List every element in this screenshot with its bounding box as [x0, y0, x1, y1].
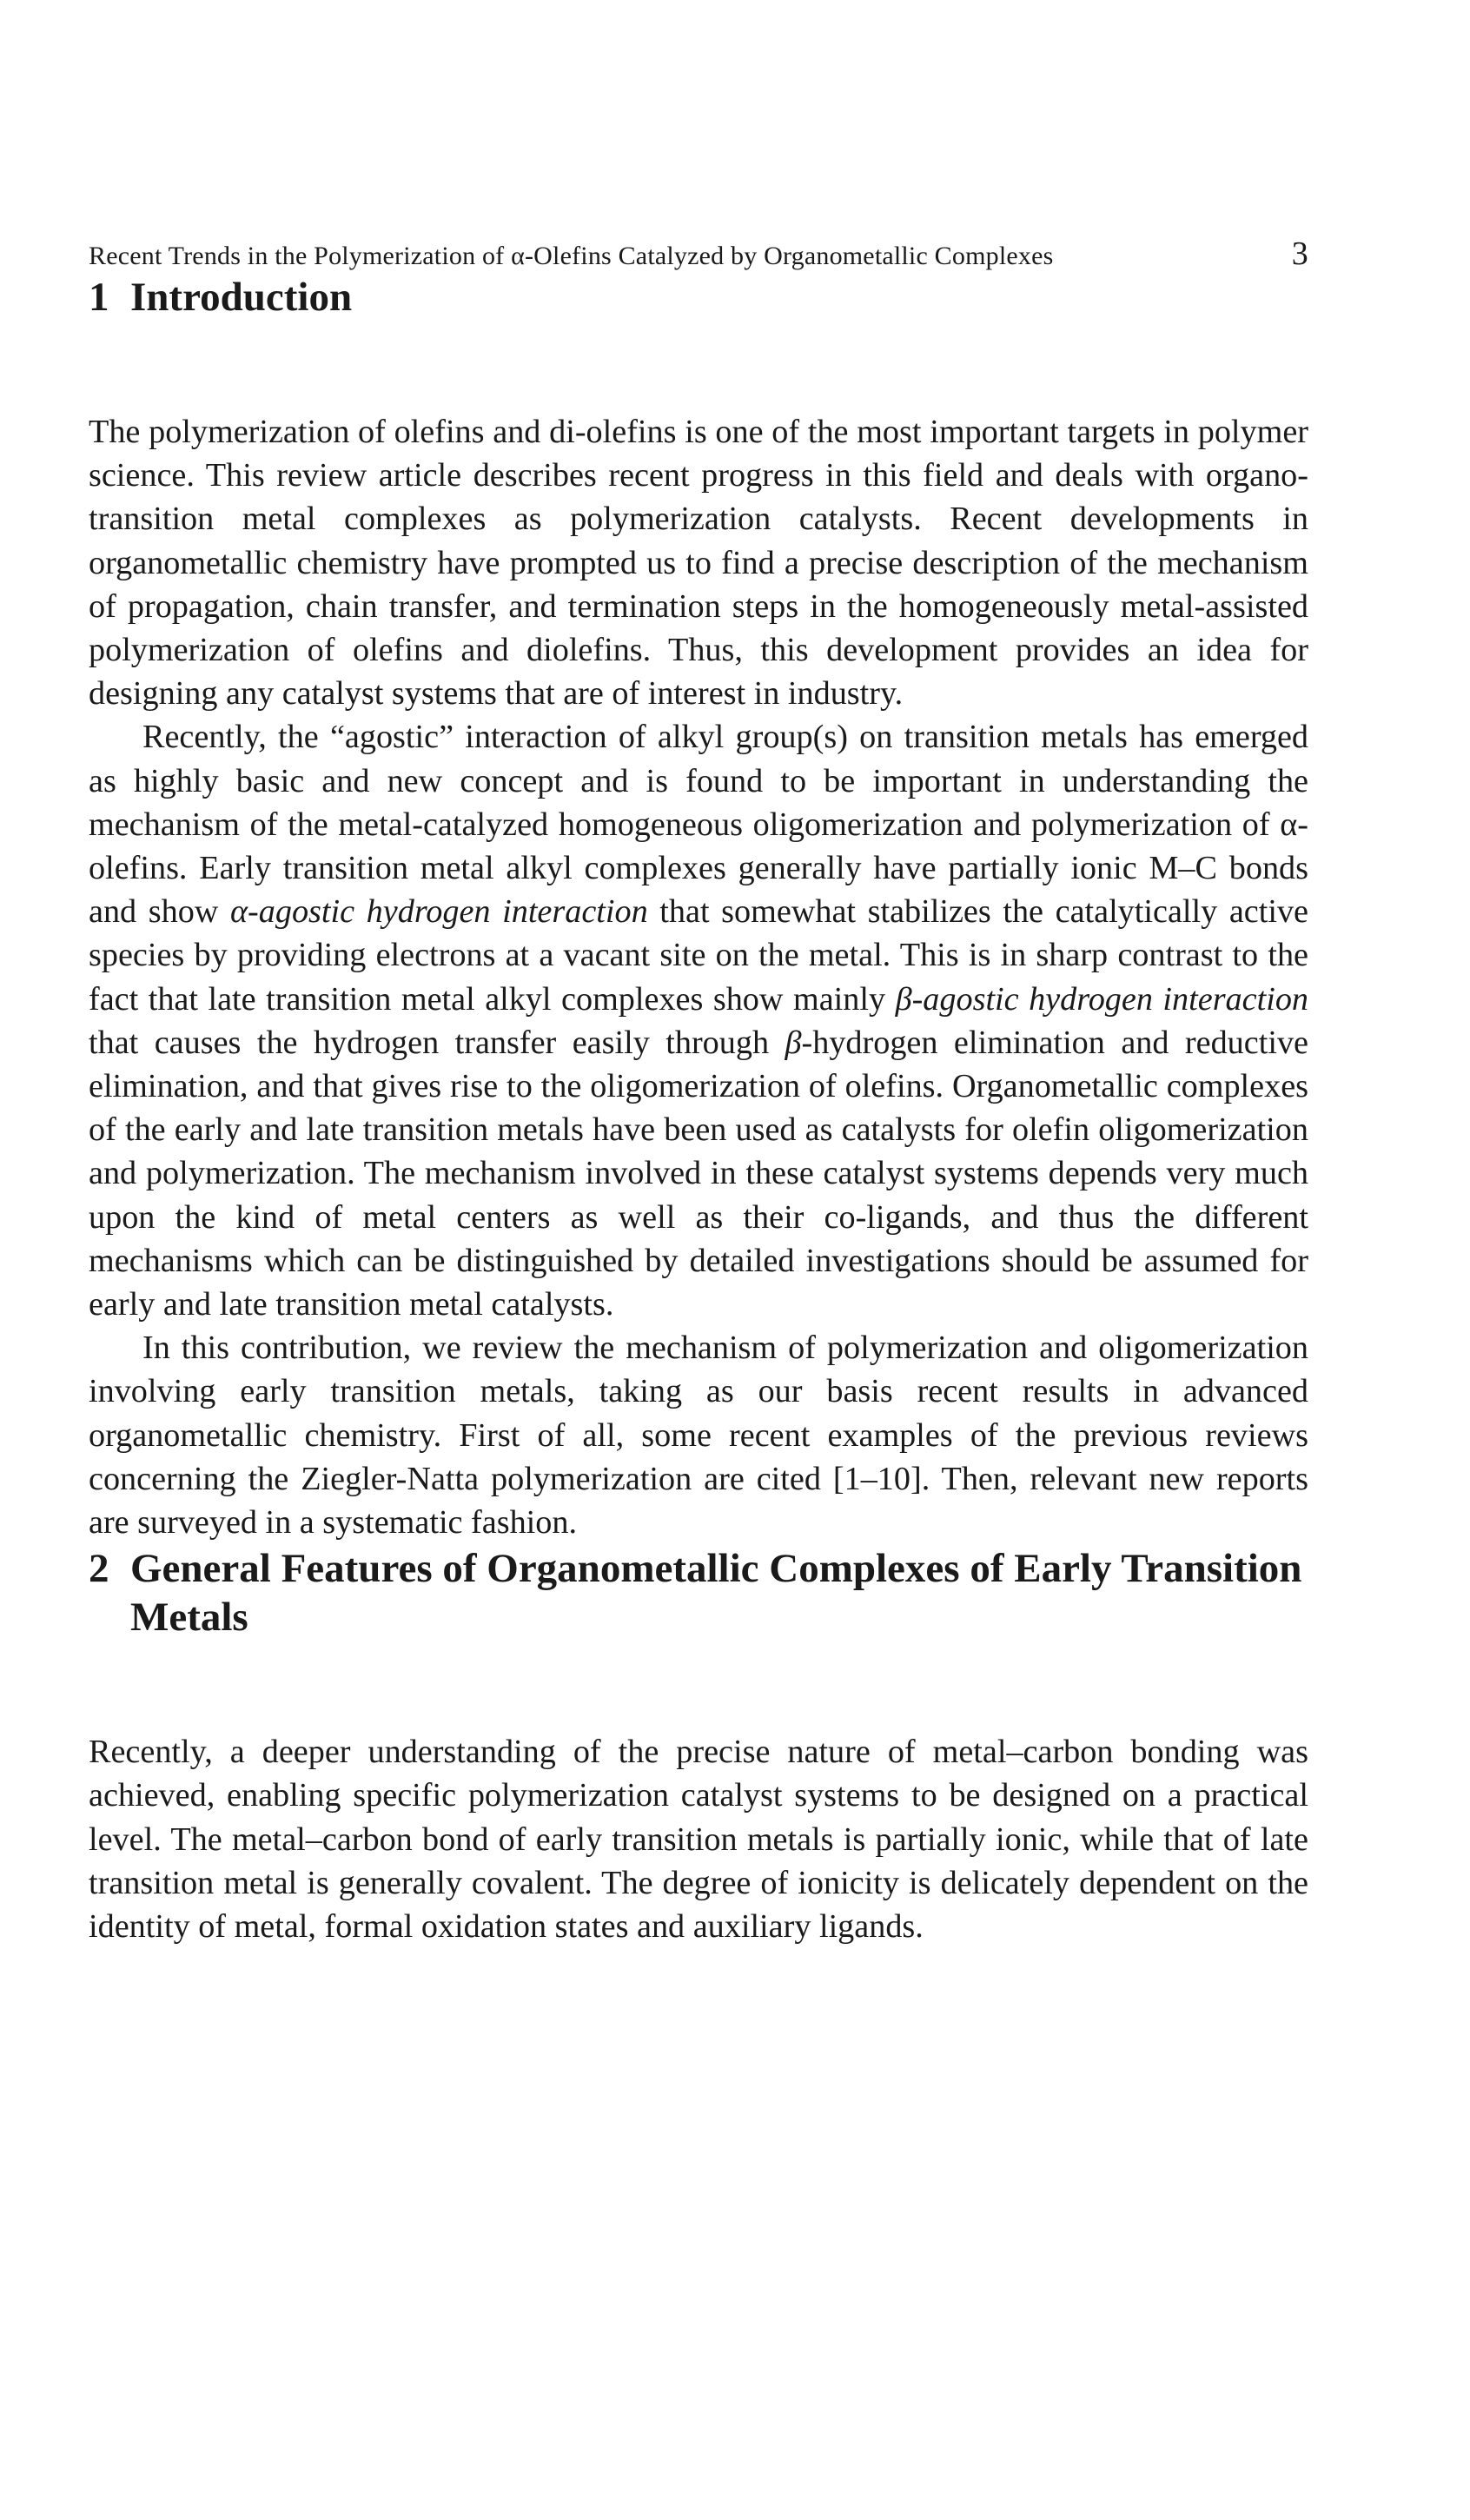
beta-symbol: β: [785, 1024, 802, 1061]
section-2-heading: [89, 1544, 1308, 1641]
page-number: 3: [1291, 235, 1308, 272]
paragraph-2-text-d: -hydrogen elimination and reductive elimination, and that gives rise to the oligomerization of olefins. Organometallic complexes of the early and late transition metals have been used as catalysts for olefin oligomerization and polymerization. The mechanism involved in these catalyst systems depends very much upon the kind of metal centers as well as their co-ligands, and thus the different mechanisms which can be distinguished by detailed investigations should be assumed for early and late transition metal catalysts.: [89, 1024, 1308, 1323]
section-2-title: General Features of Organometallic Complexes of Early Transition Metals: [130, 1546, 1302, 1641]
beta-agostic-term: β-agostic hydrogen interaction: [895, 980, 1309, 1018]
running-header: [89, 235, 1308, 273]
paragraph-2: [89, 715, 1308, 1326]
section-1-heading: [89, 273, 1308, 322]
paragraph-2-text-c: that causes the hydrogen transfer easily through: [89, 1024, 785, 1061]
section-1-body: [89, 410, 1308, 1544]
section-1-title: Introduction: [130, 275, 353, 320]
page-content: [89, 235, 1308, 1948]
paragraph-2-text-b: that somewhat stabilizes the catalytically active species by providing electrons at a vacant site on the metal. This is in sharp contrast to the fact that late transition metal alkyl complexes show mainly: [89, 893, 1308, 1018]
paragraph-1: The polymerization of olefins and di-olefins is one of the most important targets in polymer science. This review article describes recent progress in this field and deals with organo-transition metal complexes as polymerization catalysts. Recent developments in organometallic chemistry have prompted us to find a precise description of the mechanism of propagation, chain transfer, and termination steps in the homogeneously metal-assisted polymerization of olefins and diolefins. Thus, this development provides an idea for designing any catalyst systems that are of interest in industry.: [89, 414, 1308, 713]
section-2-number: 2: [89, 1546, 109, 1592]
paragraph-3: In this contribution, we review the mechanism of polymerization and oligomerization involving early transition metals, taking as our basis recent results in advanced organometallic chemistry. First of all, some recent examples of the previous reviews concerning the Ziegler-Natta polymerization are cited [1–10]. Then, relevant new reports are surveyed in a systematic fashion.: [89, 1330, 1308, 1542]
paragraph-4: Recently, a deeper understanding of the precise nature of metal–carbon bonding was achieved, enabling specific polymerization catalyst systems to be designed on a practical level. The metal–carbon bond of early transition metals is partially ionic, while that of late transition metal is generally covalent. The degree of ionicity is delicately dependent on the identity of metal, formal oxidation states and auxiliary ligands.: [89, 1734, 1308, 1946]
section-1-number: 1: [89, 275, 109, 320]
section-2-body: [89, 1730, 1308, 1948]
alpha-agostic-term: α-agostic hydrogen interaction: [230, 893, 648, 931]
paragraph-2-text-a: Recently, the “agostic” interaction of alkyl group(s) on transition metals has emerged as highly basic and new concept and is found to be important in understanding the mechanism of the metal-catalyzed homogeneous oligomerization and polymerization of α-olefins. Early transition metal alkyl complexes generally have partially ionic M–C bonds and show: [89, 719, 1308, 931]
running-title: Recent Trends in the Polymerization of α-Olefins Catalyzed by Organometallic Complexes: [89, 242, 1054, 270]
